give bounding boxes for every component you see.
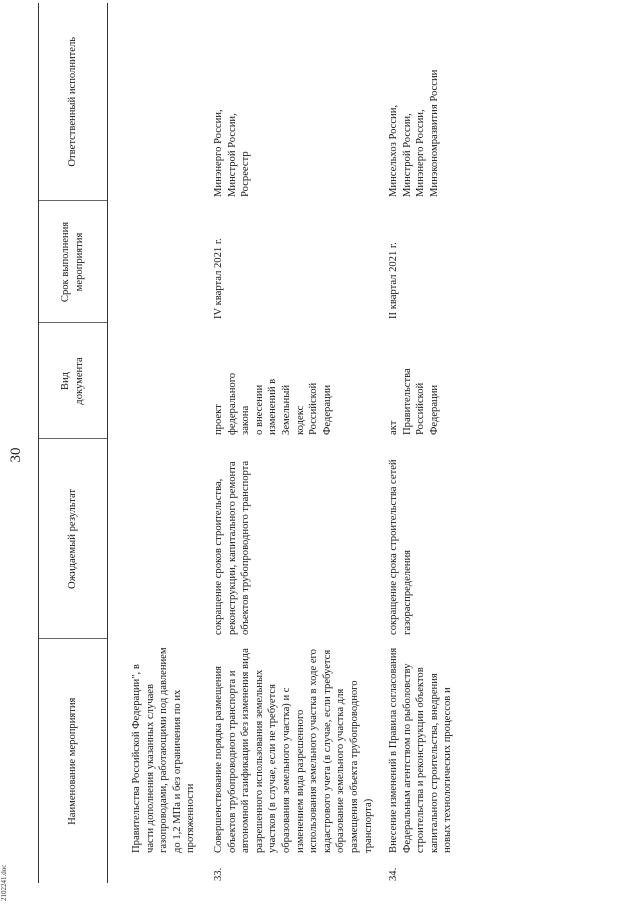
expected-result: сокращение срока строительства сетей газораспределения [388, 459, 413, 635]
expected-result: сокращение сроков строительства, реконструкции, капитального ремонта объектов трубопроводного транспорта [212, 460, 252, 635]
row-number: 33. [212, 867, 224, 881]
table-row [200, 3, 377, 883]
table-row [108, 3, 200, 883]
document-type [108, 323, 200, 439]
row-number: 34. [388, 867, 400, 881]
deadline [108, 201, 200, 323]
measure-name: Внесение изменений в Правила согласования Федеральным агентством по рыболовству строительства и реконструкции объектов капитального строительства, внедрения новых технологических процессов и [388, 647, 454, 853]
header-deadline: Срок выполнения мероприятия [39, 201, 108, 323]
header-responsible: Ответственный исполнитель [39, 3, 108, 201]
document-type: проект федерального закона о внесении изменений в Земельный кодекс Российской Федерации [212, 372, 333, 435]
file-reference: 2102241.doc [0, 864, 8, 901]
header-name: Наименование мероприятия [39, 639, 108, 883]
table-row [377, 3, 457, 883]
measure-name: Правительства Российской Федерации", в части дополнения указанных случаев газопроводами, работающими под давлением до 1,2 МПа и без ограничения по их протяженности [131, 647, 197, 853]
measures-table [38, 3, 457, 883]
header-result: Ожидаемый результат [39, 439, 108, 639]
measure-name: Совершенствование порядка размещения объектов трубопроводного транспорта и автономной газификации без изменения вида разрешенного использования земельных участков (в случае, если не требуется образования земельного участка) и с изменением вида разрешенного использования земельного участка в ходе его кадастрового учета (в случае, если требуется образование земельного участка для размещения объекта трубопроводного транспорта) [212, 648, 374, 853]
table-header-row [39, 3, 108, 883]
responsible: Минэнерго России, Минстрой России, Росреестр [212, 109, 252, 197]
row-number [108, 857, 200, 883]
expected-result [108, 439, 200, 639]
responsible: Минсельхоз России, Минстрой России, Минэнерго России, Минэкономразвития России [388, 69, 440, 197]
deadline: IV квартал 2021 г. [212, 238, 224, 319]
responsible [108, 3, 200, 201]
document-type: акт Правительства Российской Федерации [388, 368, 440, 435]
header-doc-type: Вид документа [39, 323, 108, 439]
page-number: 30 [8, 447, 24, 463]
deadline: II квартал 2021 г. [388, 242, 400, 319]
